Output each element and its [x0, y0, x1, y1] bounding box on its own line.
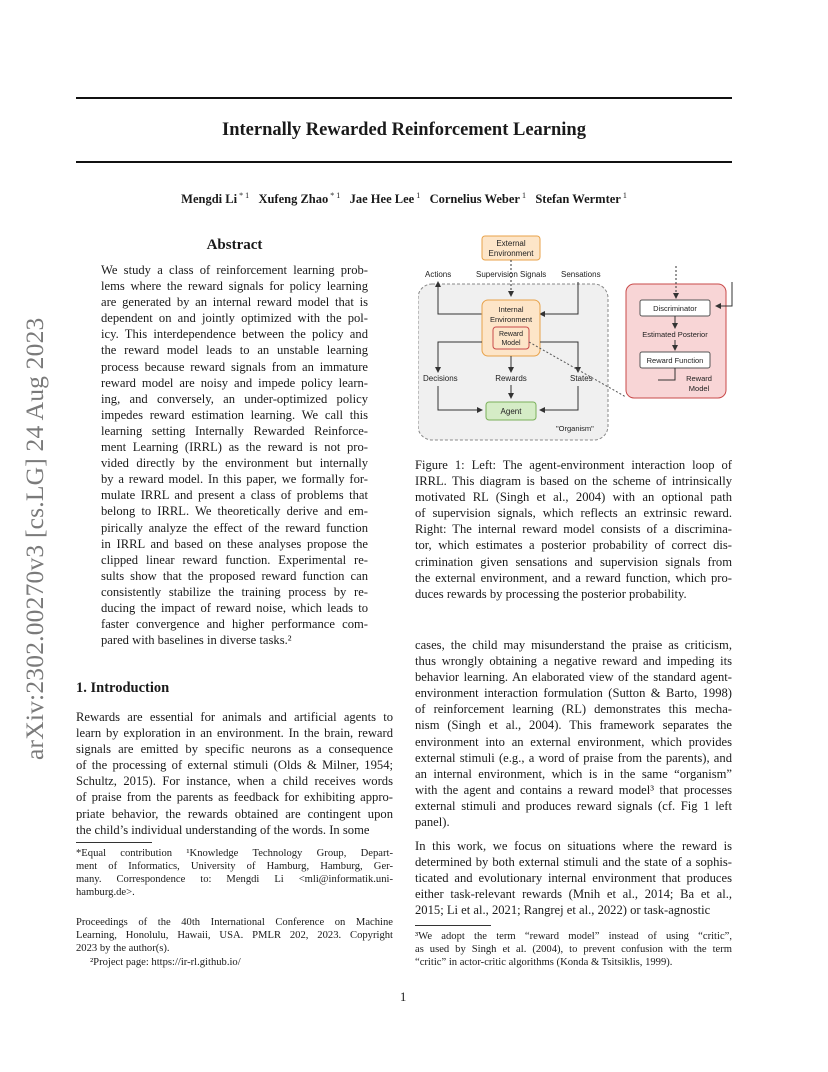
reward-function-label: Reward Function [646, 356, 704, 365]
text-line: panel). [415, 815, 450, 830]
top-rule [76, 97, 732, 99]
text-line: many. Correspondence to: Mengdi Li <mli@informatik.uni- [76, 874, 393, 885]
text-line: external stimuli (e.g., a word of praise from the parents), and [415, 750, 732, 765]
text-line: Learning, Honolulu, Hawaii, USA. PMLR 202, 2023. Copyright [76, 930, 393, 941]
organism-label: "Organism" [556, 424, 594, 433]
author-affiliation-mark: 1 [519, 191, 526, 200]
text-line: pirically analyze the effect of the reward function [101, 520, 368, 535]
reward-model-label-1: Reward [498, 331, 524, 338]
text-line: mulate IRRL and present a class of problems that [101, 488, 368, 503]
text-line: environment into an external environment, which provides [415, 734, 732, 749]
text-line: belong to IRRL. We theoretically derive and em- [101, 504, 368, 519]
text-line: consistently stabilize the training process by re- [101, 584, 368, 599]
right-column-text-2 [415, 838, 732, 918]
page-number: 1 [400, 990, 407, 1004]
text-line: nism (Singh et al., 2004). This framework separates the [415, 718, 732, 733]
text-line: faster convergence and higher performance com- [101, 617, 368, 632]
text-line: “critic” in actor-critic algorithms (Konda & Tsitsiklis, 1999). [415, 957, 673, 968]
proceedings-note [76, 916, 393, 955]
author-name: Cornelius Weber [429, 192, 520, 207]
text-line: thus wrongly obtaining a negative reward and impeding its [415, 654, 732, 669]
internal-environment-label-2: Environment [489, 315, 533, 324]
text-line: signals are emitted by specific neurons as a consequence [76, 742, 393, 757]
right-column-text-1 [415, 637, 732, 830]
text-line: pared with baselines in diverse tasks.² [101, 633, 292, 648]
estimated-posterior-label: Estimated Posterior [642, 330, 708, 339]
text-line: Figure 1: Left: The agent-environment interaction loop of [415, 458, 732, 472]
text-line: sults show that the proposed reward function can [101, 568, 368, 583]
author-affiliation-mark: * 1 [328, 191, 341, 200]
author-list [76, 191, 732, 207]
abstract-heading: Abstract [206, 237, 263, 253]
introduction-heading: 1. Introduction [76, 680, 170, 696]
arxiv-identifier: arXiv:2302.00270v3 [cs.LG] 24 Aug 2023 [20, 317, 49, 760]
text-line: duces rewards by processing the posterior probability. [415, 586, 687, 601]
text-line: 2023 by the author(s). [76, 943, 170, 954]
text-line: dependent on and jointly optimized with the pol- [101, 311, 368, 326]
reward-model-footnote [415, 930, 732, 969]
external-environment-label-2: Environment [488, 249, 534, 258]
external-environment-label-1: External [496, 239, 526, 248]
text-line: ticated and evolutionary internal environment that produces [415, 871, 732, 886]
reward-model-right-label-2: Model [688, 384, 710, 393]
text-line: Right: The internal reward model consists of a discrimina- [415, 522, 732, 537]
text-line: behavior learning. An elaborated view of the standard agent- [415, 670, 732, 685]
author-name: Jae Hee Lee [349, 192, 415, 207]
text-line: icy. This interdependence between the policy and [101, 327, 368, 342]
text-line: IRRL. This diagram is based on the scheme of intrinsically [415, 474, 732, 489]
decisions-label: Decisions [423, 374, 458, 383]
author-name: Stefan Wermter [535, 192, 621, 207]
text-line: Schultz, 2015). For instance, when a child receives words [76, 774, 393, 789]
text-line: priate behavior, the rewards obtained are contingent upon [76, 806, 393, 821]
text-line: vided directly by the environment but internally [101, 456, 368, 471]
text-line: of supervision signals, which reflects an extrinsic reward. [415, 506, 732, 521]
text-line: the external environment, and a reward function, which pro- [415, 570, 732, 585]
footnote-rule-left [76, 842, 152, 843]
paper-title: Internally Rewarded Reinforcement Learning [222, 120, 586, 140]
reward-model-right-label-1: Reward [686, 374, 712, 383]
states-label: States [570, 374, 593, 383]
text-line: with the agent and contains a reward model³ that processes [415, 782, 732, 797]
sensations-label: Sensations [561, 270, 601, 279]
text-line: reward model are noisy and impede policy learn- [101, 375, 368, 390]
figure-1-caption [415, 457, 732, 602]
text-line: the child’s individual understanding of the words. In some [76, 822, 370, 837]
actions-label: Actions [425, 270, 452, 279]
text-line: an internal environment, which is in the same “organism” [415, 766, 732, 781]
internal-environment-label-1: Internal [498, 305, 524, 314]
footnote-rule-right [415, 925, 491, 926]
author-name: Mengdi Li [181, 192, 238, 207]
text-line: by a reward model. In this paper, we formally for- [101, 472, 368, 487]
text-line: are generated by an internal reward model that is [101, 295, 368, 310]
author-affiliation-mark: 1 [414, 191, 421, 200]
text-line: the reward model leads to an unstable learning [101, 343, 368, 358]
text-line: motivated RL (Singh et al., 2004) with an optional path [415, 490, 732, 505]
text-line: impedes reward estimation learning. We call this [101, 407, 368, 422]
text-line: in IRRL and based on these analyses propose the [101, 536, 368, 551]
abstract-text [101, 262, 368, 648]
text-line: clipped linear reward function. Experimental re- [101, 552, 368, 567]
text-line: ³We adopt the term “reward model” instead of using “critic”, [415, 931, 732, 942]
text-line: of the processing of external stimuli (Olds & Milner, 1954; [76, 758, 393, 773]
project-page-footnote: ²Project page: https://ir-rl.github.io/ [90, 957, 241, 968]
text-line: 2015; Li et al., 2021; Rangrej et al., 2022) or task-agnostic [415, 903, 711, 918]
text-line: environment interaction formulation (Sutton & Barto, 1998) [415, 686, 732, 701]
affiliation-footnote [76, 847, 393, 899]
text-line: Proceedings of the 40th International Conference on Machine [76, 917, 393, 928]
text-line: ducing the impact of reward noise, which leads to [101, 600, 368, 615]
text-line: crimination given sensations and supervision signals from [415, 554, 732, 569]
text-line: ment of Informatics, University of Hamburg, Hamburg, Ger- [76, 861, 393, 872]
text-line: lems where the reward signals for policy learning [101, 279, 368, 294]
text-line: Rewards are essential for animals and artificial agents to [76, 710, 393, 724]
rewards-label: Rewards [495, 374, 527, 383]
reward-model-label-2: Model [501, 340, 521, 347]
author-affiliation-mark: 1 [620, 191, 627, 200]
text-line: of praise from the parents as feedback for exhibiting appro- [76, 790, 393, 805]
text-line: tor, which estimates a posterior probability of correct dis- [415, 538, 732, 553]
text-line: external stimuli and produces reward signals (cf. Fig 1 left [415, 798, 732, 813]
agent-label: Agent [500, 407, 522, 416]
supervision-signals-label: Supervision Signals [476, 270, 547, 279]
text-line: determined by both external stimuli and the state of a sophis- [415, 855, 732, 870]
figure-1-diagram [418, 232, 736, 442]
title-rule [76, 161, 732, 163]
text-line: We study a class of reinforcement learning prob- [101, 263, 368, 277]
text-line: In this work, we focus on situations where the reward is [415, 839, 732, 853]
text-line: hamburg.de>. [76, 887, 135, 898]
text-line: ment Learning (IRRL) as the reward is not pro- [101, 440, 368, 455]
introduction-text [76, 709, 393, 838]
text-line: process because reward signals from an immature [101, 359, 368, 374]
author-name: Xufeng Zhao [258, 192, 329, 207]
text-line: either task-relevant rewards (Mnih et al., 2014; Ba et al., [415, 887, 732, 902]
text-line: learn by exploration in an environment. In the brain, reward [76, 726, 393, 741]
text-line: learning setting Internally Rewarded Reinforce- [101, 423, 368, 438]
text-line: *Equal contribution ¹Knowledge Technology Group, Depart- [76, 848, 393, 859]
author-affiliation-mark: * 1 [237, 191, 250, 200]
text-line: of reinforcement learning (RL) demonstrates this mecha- [415, 702, 732, 717]
text-line: as used by Singh et al. (2004), to prevent confusion with the term [415, 944, 732, 955]
discriminator-label: Discriminator [653, 304, 697, 313]
text-line: ing, and conversely, an under-optimized policy [101, 391, 368, 406]
text-line: cases, the child may misunderstand the praise as criticism, [415, 638, 732, 652]
